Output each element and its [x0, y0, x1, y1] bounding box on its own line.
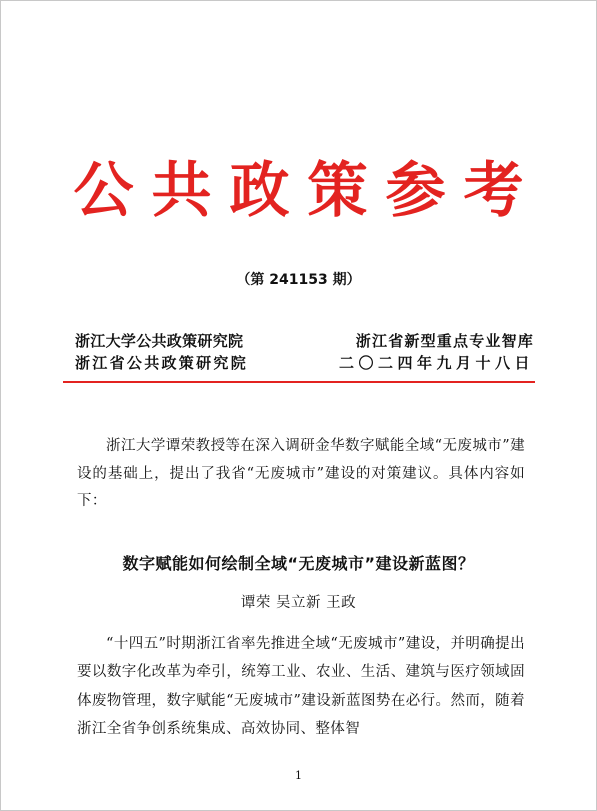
intro-paragraph: 浙江大学谭荣教授等在深入调研金华数字赋能全域“无废城市”建设的基础上，提出了我省“无废城市”建设的对策建议。具体内容如下： [77, 438, 525, 509]
publisher-row-1 [75, 331, 534, 351]
page-number: 1 [295, 769, 302, 782]
body-paragraph: “十四五”时期浙江省率先推进全域“无废城市”建设，并明确提出要以数字化改革为牵引，统筹工业、农业、生活、建筑与医疗领域固体废物管理，数字赋能“无废城市”建设新蓝图势在必行。然而，随着浙江全省争创系统集成、高效协同、整体智 [77, 636, 525, 737]
masthead-title: 公共政策参考 [73, 156, 542, 226]
publish-date: 二〇二四年九月十八日 [338, 354, 534, 372]
publisher-zju-institute: 浙江大学公共政策研究院 [75, 332, 244, 350]
publisher-row-2 [75, 353, 534, 373]
publisher-provincial-institute: 浙江省公共政策研究院 [75, 354, 249, 372]
issue-number: （第 241153 期） [236, 272, 361, 288]
publisher-think-tank: 浙江省新型重点专业智库 [355, 332, 534, 350]
red-divider [63, 381, 535, 383]
article-authors: 谭荣 吴立新 王政 [240, 595, 357, 611]
article-title: 数字赋能如何绘制全域“无废城市”建设新蓝图？ [122, 554, 475, 573]
